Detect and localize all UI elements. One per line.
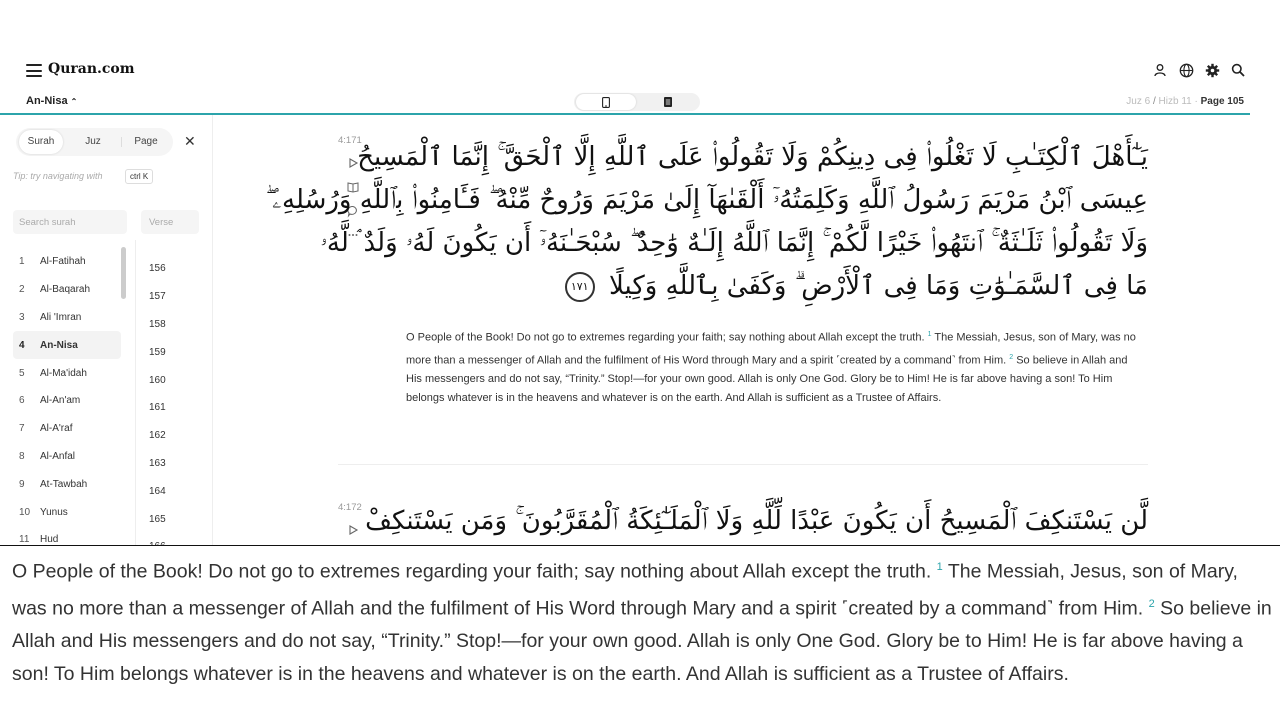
surah-list-item[interactable] <box>13 248 121 276</box>
zoomed-translation-panel <box>0 545 1280 721</box>
tab-surah[interactable]: Surah <box>19 130 63 154</box>
surah-number: 3 <box>19 311 25 323</box>
surah-number: 9 <box>19 478 25 490</box>
footnote-link[interactable]: 2 <box>1148 598 1155 610</box>
arabic-line <box>400 265 1148 308</box>
current-surah-name: An-Nisa <box>26 95 68 107</box>
footnote-link[interactable]: 1 <box>936 561 943 573</box>
surah-name: Al-An'am <box>40 395 81 407</box>
translation-text: So believe in Allah and His messengers and do not say, “Trinity.” Stop!—for your own good. Allah is only One God. Glory be to Him! He is far above having a son! To Him belongs whatever is in the heavens and whatever is on the earth. And Allah is sufficient as a Trustee of Affairs. <box>406 354 1128 405</box>
arabic-line: لَّن يَسْتَنكِفَ ٱلْمَسِيحُ أَن يَكُونَ عَبْدًا لِّلَّهِ وَلَا ٱلْمَلَـٰٓئِكَةُ ٱلْمُقَرَّبُونَ ۚ وَمَن يَسْتَنكِفْ <box>365 506 1148 536</box>
surah-list-item[interactable] <box>13 359 121 387</box>
navbar <box>0 52 1280 92</box>
globe-icon[interactable] <box>1178 62 1194 78</box>
surah-list-item[interactable] <box>13 387 121 415</box>
verse-list-item[interactable]: 161 <box>149 402 166 414</box>
surah-name: Al-Baqarah <box>40 284 91 296</box>
surah-name: Yunus <box>40 506 68 518</box>
surah-number: 1 <box>19 256 25 268</box>
hamburger-menu-icon[interactable] <box>26 64 42 77</box>
surah-list-item[interactable] <box>13 415 121 443</box>
surah-name: Hud <box>40 534 59 546</box>
user-icon[interactable] <box>1152 62 1168 78</box>
arabic-line: عِيسَى ٱبْنُ مَرْيَمَ رَسُولُ ٱللَّهِ وَكَلِمَتُهُۥٓ أَلْقَىٰهَآ إِلَىٰ مَرْيَمَ وَرُوحٌ مِّنْهُ ۖ فَـَٔامِنُوا۟ بِٱللَّهِ وَرُسُلِهِۦ ۖ <box>265 185 1148 215</box>
chevron-up-icon: ⌃ <box>70 97 78 106</box>
page-location <box>1126 96 1244 107</box>
surah-list-item[interactable] <box>13 331 121 359</box>
footnote-link[interactable]: 2 <box>1009 353 1014 361</box>
surah-number: 7 <box>19 423 25 435</box>
surah-name: Al-A'raf <box>40 423 73 435</box>
surah-selector[interactable] <box>26 95 77 107</box>
surah-name: An-Nisa <box>40 339 78 351</box>
juz-label: Juz 6 <box>1126 96 1151 107</box>
surah-list-item[interactable] <box>13 443 121 471</box>
footnote-link[interactable]: 1 <box>927 331 932 338</box>
arabic-verse-text <box>365 500 1148 545</box>
gear-icon[interactable] <box>1204 62 1220 78</box>
context-bar <box>0 92 1280 114</box>
book-page-icon <box>664 97 672 107</box>
zoomed-translation-text <box>12 551 1276 690</box>
surah-list-item[interactable] <box>13 470 121 498</box>
verse-list-item[interactable]: 165 <box>149 513 166 525</box>
translation-text: The Messiah, Jesus, son of Mary, was no more than a messenger of Allah and the fulfilment of His Word through Mary and a spirit ˹created by a command˺ from Him. <box>406 331 1136 367</box>
tab-juz[interactable]: Juz <box>85 136 101 147</box>
verse-list-item[interactable]: 164 <box>149 485 166 497</box>
surah-number: 5 <box>19 367 25 379</box>
translation-text: The Messiah, Jesus, son of Mary, was no more than a messenger of Allah and the fulfilment of His Word through Mary and a spirit ˹created by a command˺ from Him. <box>12 560 1238 620</box>
reading-mode-button[interactable] <box>638 94 698 110</box>
verse-list-item[interactable]: 163 <box>149 457 166 469</box>
logo[interactable]: Quran.com <box>48 61 135 77</box>
arabic-line: يَـٰٓأَهْلَ ٱلْكِتَـٰبِ لَا تَغْلُوا۟ فِى دِينِكُمْ وَلَا تَقُولُوا۟ عَلَى ٱللَّهِ إِلَّا ٱلْحَقَّ ۚ إِنَّمَا ٱلْمَسِيحُ <box>357 142 1148 172</box>
dot-separator: · <box>1194 96 1198 107</box>
verse-list-item[interactable]: 157 <box>149 291 166 303</box>
translation-mode-button[interactable] <box>576 94 636 110</box>
surah-name: Al-Anfal <box>40 450 76 462</box>
navigation-sidebar <box>0 115 213 545</box>
verse-list-item[interactable]: 159 <box>149 346 166 358</box>
reading-mode-toggle <box>574 93 700 111</box>
search-surah-input[interactable] <box>13 210 127 234</box>
keyboard-shortcut: ctrl K <box>125 169 153 184</box>
verse-list-item[interactable]: 156 <box>149 263 166 275</box>
verse-key[interactable]: 4:171 <box>338 135 362 146</box>
surah-number: 6 <box>19 395 25 407</box>
surah-list-item[interactable] <box>13 498 121 526</box>
surah-name: Ali 'Imran <box>40 311 82 323</box>
translation-text: O People of the Book! Do not go to extremes regarding your faith; say nothing about Allah except the truth. <box>12 560 937 583</box>
surah-number: 2 <box>19 284 25 296</box>
surah-number: 8 <box>19 450 25 462</box>
surah-name: At-Tawbah <box>40 478 88 490</box>
navigation-tabs <box>16 128 173 156</box>
scrollbar[interactable] <box>121 247 126 299</box>
surah-list-item[interactable] <box>13 304 121 332</box>
phone-icon <box>602 97 610 108</box>
verse-list-item[interactable]: 158 <box>149 318 166 330</box>
surah-number: 11 <box>19 534 30 546</box>
surah-list-item[interactable] <box>13 276 121 304</box>
play-icon[interactable] <box>347 523 359 535</box>
navbar-actions <box>1152 62 1246 78</box>
navigation-tip: Tip: try navigating with <box>13 171 103 181</box>
surah-name: Al-Fatihah <box>40 256 86 268</box>
arabic-line-text: مَا فِى ٱلسَّمَـٰوَٰتِ وَمَا فِى ٱلْأَرْضِ ۗ وَكَفَىٰ بِٱللَّهِ وَكِيلًا <box>608 271 1148 301</box>
separator: / <box>1152 96 1156 107</box>
verse-list-item[interactable]: 160 <box>149 374 166 386</box>
search-verse-input[interactable] <box>141 210 199 234</box>
translation-text: So believe in Allah and His messengers and do not say, “Trinity.” Stop!—for your own good. Allah is only One God. Glory be to Him! He is far above having a son! To Him belongs whatever is in the heavens and whatever is on the earth. And Allah is sufficient as a Trustee of Affairs. <box>12 597 1272 685</box>
surah-number: 4 <box>19 339 25 351</box>
surah-name: Al-Ma'idah <box>40 367 87 379</box>
divider <box>135 240 136 545</box>
hizb-label: Hizb 11 <box>1158 96 1192 107</box>
verse-translation <box>406 325 1146 408</box>
close-icon[interactable]: ✕ <box>184 133 196 149</box>
verse-list <box>141 255 191 561</box>
search-icon[interactable] <box>1230 62 1246 78</box>
page-number: Page 105 <box>1200 96 1244 107</box>
arabic-line: وَلَا تَقُولُوا۟ ثَلَـٰثَةٌ ۚ ٱنتَهُوا۟ خَيْرًا لَّكُمْ ۚ إِنَّمَا ٱللَّهُ إِلَـٰهٌ وَٰحِدٌ ۖ سُبْحَـٰنَهُۥٓ أَن يَكُونَ لَهُۥ وَلَدٌ ۘ لَّهُۥ <box>320 228 1148 258</box>
translation-text: O People of the Book! Do not go to extremes regarding your faith; say nothing about Allah except the truth. <box>406 331 928 344</box>
surah-list <box>13 248 121 554</box>
verse-end-marker: ١٧١ <box>565 272 595 302</box>
surah-number: 10 <box>19 506 31 518</box>
verse-list-item[interactable]: 162 <box>149 430 166 442</box>
tab-divider <box>121 137 122 147</box>
verse-divider <box>338 464 1148 465</box>
verse-key[interactable]: 4:172 <box>338 502 362 513</box>
tab-page[interactable]: Page <box>134 136 158 147</box>
